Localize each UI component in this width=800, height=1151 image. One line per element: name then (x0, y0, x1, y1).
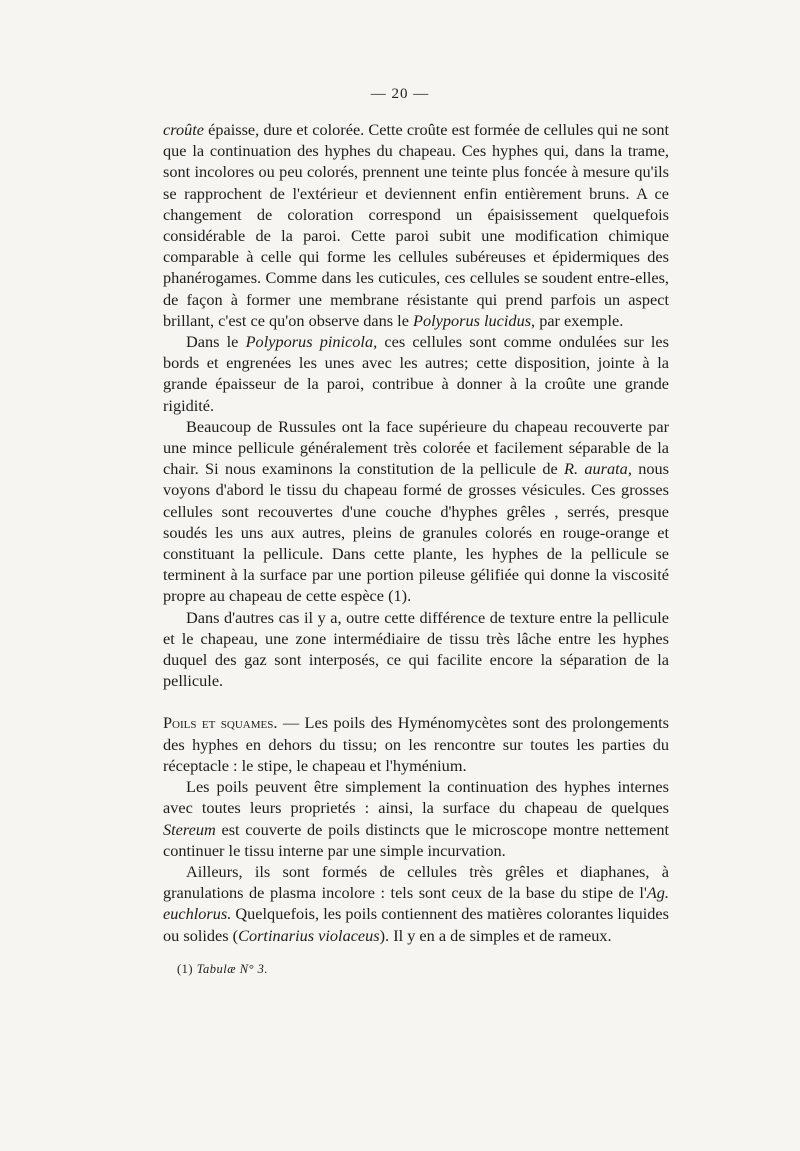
text-run: Ailleurs, ils sont formés de cellules très grêles et diaphanes, à granulations de plasma incolore : tels sont ceux de la base du stipe de l' (163, 861, 669, 903)
text-run: ces cellules sont comme ondulées sur les bords et engrenées les unes avec les autres; cette disposition, jointe à la grande épaisseur de la paroi, contribue à donner à la croûte une grande rigidité. (163, 332, 669, 415)
paragraph-poils-cellules (163, 861, 669, 946)
italic-term: Ag. euchlorus. (163, 883, 669, 924)
italic-term: Cortinarius violaceus (238, 925, 380, 945)
text-run: Quelquefois, les poils contiennent des matières colorantes liquides ou solides ( (163, 904, 669, 945)
paragraph-poils-continuation (163, 776, 669, 861)
text-run: Les poils peuvent être simplement la continuation des hyphes internes avec toutes leurs proprietés : ainsi, la surface du chapeau de quelques (163, 777, 669, 818)
paragraph-zone-intermediaire (163, 607, 669, 692)
paragraph-croute (163, 119, 669, 331)
footnote-text: Tabulæ N° 3. (196, 962, 269, 976)
text-run: est couverte de poils distincts que le microscope montre nettement continuer le tissu interne par une simple incurvation. (163, 819, 669, 860)
footnote (177, 962, 268, 977)
text-run: Beaucoup de Russules ont la face supérieure du chapeau recouverte par une mince pellicule généralement très colorée et facilement séparable de la chair. Si nous examinons la constitution de la pellicule de (163, 416, 669, 479)
text-run: ). Il y en a de simples et de rameux. (379, 925, 612, 945)
text-run: — Les poils des Hyménomycètes sont des prolongements des hyphes en dehors du tissu; on les rencontre sur toutes les parties du réceptacle : le stipe, le chapeau et l'hyménium. (163, 713, 669, 775)
body-text (163, 119, 669, 946)
italic-term: Stereum (163, 819, 216, 839)
italic-term: Polyporus pinicola, (245, 332, 378, 352)
section-heading: Poils et squames. (163, 713, 278, 733)
italic-term: R. aurata, (564, 459, 632, 479)
text-run: Dans d'autres cas il y a, outre cette différence de texture entre la pellicule et le chapeau, une zone intermédiaire de tissu très lâche entre les hyphes duquel des gaz sont interposés, ce qui facilite encore la séparation de la pellicule. (163, 607, 669, 691)
paragraph-polyporus-pinicola (163, 331, 669, 416)
page-number: — 20 — (370, 86, 430, 102)
italic-term: croûte (163, 120, 204, 139)
paragraph-poils-et-squames (163, 712, 669, 776)
text-run: Dans le (186, 332, 246, 352)
text-run: nous voyons d'abord le tissu du chapeau formé de grosses vésicules. Ces grosses cellules sont recouvertes d'une couche d'hyphes grêles , serrés, presque soudés les uns aux autres, pleins de granules colorés en rouge-orange et constituant la pellicule. Dans cette plante, les hyphes de la pellicule se terminent à la surface par une portion pileuse gélifiée qui donne la viscosité propre au chapeau de cette espèce (1). (163, 459, 669, 606)
text-run: , par exemple. (531, 310, 624, 330)
paragraph-russules (163, 416, 669, 607)
text-run: épaisse, dure et colorée. Cette croûte est formée de cellules qui ne sont que la continuation des hyphes du chapeau. Ces hyphes qui, dans la trame, sont incolores ou peu colorés, prennent une teinte plus foncée à mesure qu'ils se rapprochent de l'extérieur et deviennent enfin entièrement bruns. A ce changement de coloration correspond un épaisissement quelquefois considérable de la paroi. Cette paroi subit une modification chimique comparable à celle qui forme les cellules subéreuses et épidermiques des phanérogames. Comme dans les cuticules, ces cellules se soudent entre-elles, de façon à former une membrane résistante qui prend parfois un aspect brillant, c'est ce qu'on observe dans le (163, 120, 669, 330)
footnote-marker: (1) (177, 962, 194, 976)
italic-term: Polyporus lucidus (413, 310, 532, 330)
